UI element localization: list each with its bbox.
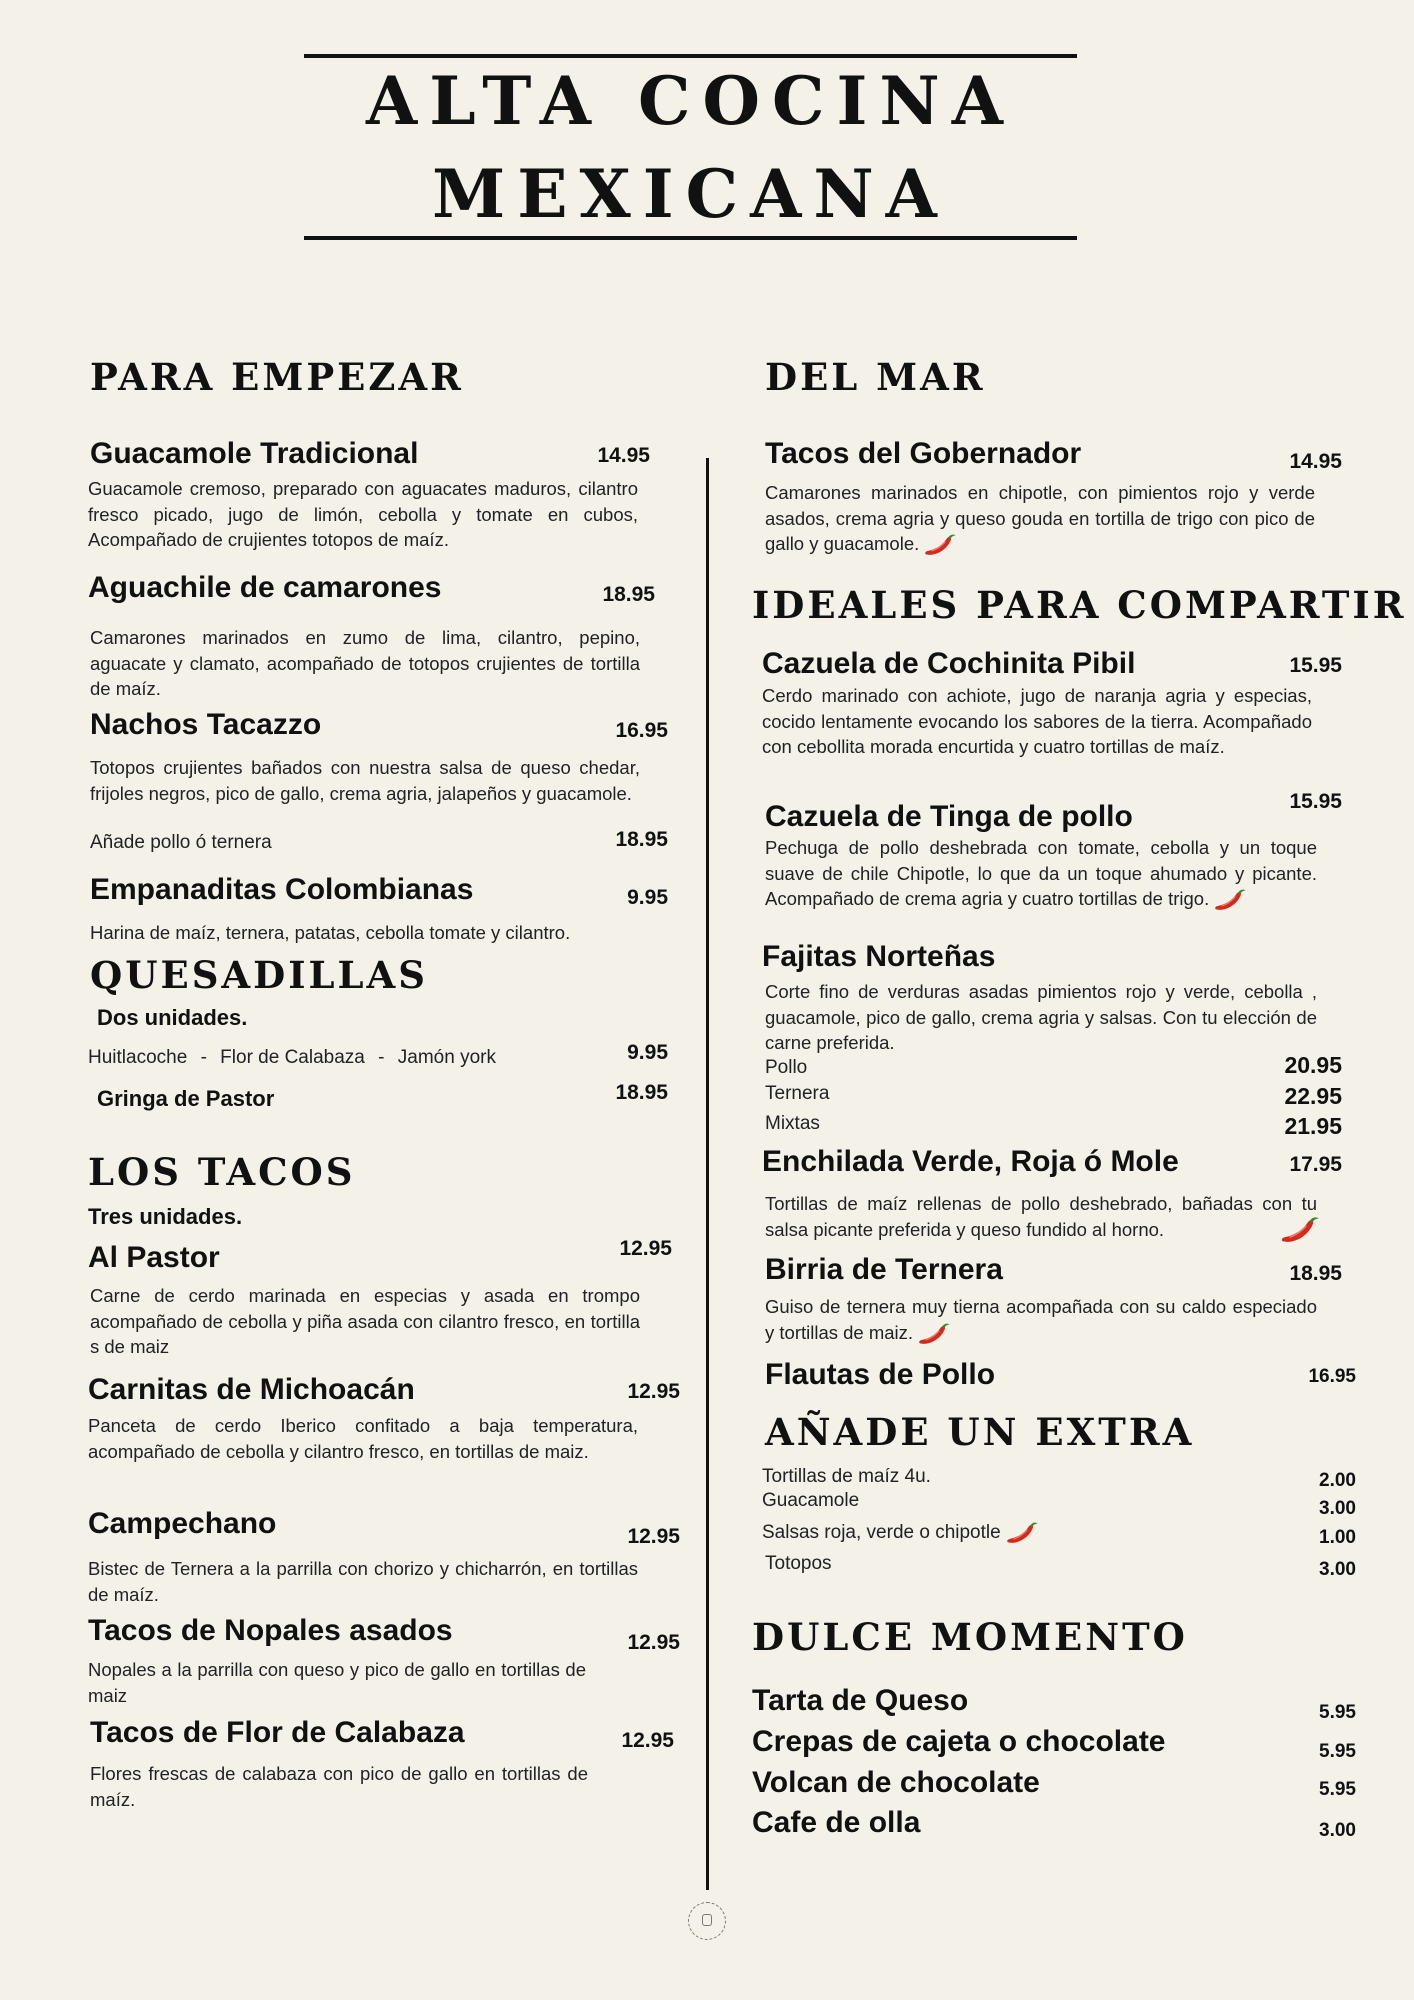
item-desc-tinga-text: Pechuga de pollo deshebrada con tomate, cebolla y un toque suave de chile Chipotle, lo que da un toque ahumado y picante. Acompañado de crema agria y cuatro tortillas de trigo.	[765, 837, 1317, 909]
logo-seal-icon	[688, 1902, 726, 1940]
quesadillas-options-price: 9.95	[627, 1041, 668, 1064]
title-rule-bottom	[304, 236, 1077, 240]
item-desc-campechano: Bistec de Ternera a la parrilla con chorizo y chicharrón, en tortillas de maíz.	[88, 1558, 638, 1605]
item-name-carnitas: Carnitas de Michoacán	[88, 1373, 415, 1406]
fajitas-option-ternera: Ternera	[765, 1083, 830, 1104]
item-desc-carnitas: Panceta de cerdo Iberico confitado a baja temperatura, acompañado de cebolla y cilantro fresco, en tortillas de maiz.	[88, 1415, 638, 1462]
section-heading-quesadillas: QUESADILLAS	[90, 953, 428, 997]
item-price-gringa: 18.95	[615, 1081, 668, 1104]
item-name-campechano: Campechano	[88, 1507, 277, 1540]
section-heading-del-mar: DEL MAR	[765, 355, 986, 399]
item-desc-birria	[765, 1294, 1317, 1347]
item-price-gobernador: 14.95	[1289, 450, 1342, 473]
item-desc-nopales: Nopales a la parrilla con queso y pico de gallo en tortillas de maiz	[88, 1659, 586, 1706]
title-rule-top	[304, 54, 1077, 58]
item-desc-tinga	[765, 835, 1317, 913]
item-price-al-pastor: 12.95	[619, 1237, 672, 1260]
item-name-guacamole: Guacamole Tradicional	[90, 437, 419, 470]
dessert-price-crepas: 5.95	[1319, 1741, 1356, 1762]
item-price-flor-calabaza: 12.95	[621, 1729, 674, 1752]
tacos-subtitle: Tres unidades.	[88, 1204, 243, 1229]
item-name-enchilada: Enchilada Verde, Roja ó Mole	[762, 1145, 1179, 1178]
item-name-flautas: Flautas de Pollo	[765, 1358, 996, 1391]
item-name-flor-calabaza: Tacos de Flor de Calabaza	[90, 1716, 465, 1749]
item-desc-nachos: Totopos crujientes bañados con nuestra salsa de queso chedar, frijoles negros, pico de gallo, crema agria, jalapeños y guacamole.	[90, 757, 640, 804]
item-name-gobernador: Tacos del Gobernador	[765, 437, 1082, 470]
quesadillas-options	[88, 1047, 496, 1069]
item-desc-fajitas: Corte fino de verduras asadas pimientos rojo y verde, cebolla , guacamole, pico de gallo, crema agria y salsas. Con tu elección de carne preferida.	[765, 981, 1317, 1053]
extra-price-totopos: 3.00	[1319, 1559, 1356, 1580]
dessert-name-volcan: Volcan de chocolate	[752, 1766, 1040, 1799]
quesadilla-separator: -	[200, 1047, 207, 1068]
menu-title-line-2: MEXICANA	[432, 155, 949, 233]
dessert-price-tarta: 5.95	[1319, 1702, 1356, 1723]
item-name-tinga: Cazuela de Tinga de pollo	[765, 800, 1133, 833]
section-heading-tacos: LOS TACOS	[88, 1150, 356, 1194]
extra-price-guacamole: 3.00	[1319, 1498, 1356, 1519]
quesadilla-option-huitlacoche: Huitlacoche	[88, 1047, 188, 1068]
item-desc-guacamole: Guacamole cremoso, preparado con aguacates maduros, cilantro fresco picado, jugo de limón, cebolla y tomate en cubos, Acompañado de crujientes totopos de maíz.	[88, 478, 638, 550]
column-divider	[706, 458, 709, 1890]
section-heading-ideales-para-compartir: IDEALES PARA COMPARTIR	[752, 583, 1407, 627]
chili-pepper-icon	[1005, 1520, 1041, 1546]
item-desc-aguachile: Camarones marinados en zumo de lima, cilantro, pepino, aguacate y clamato, acompañado de totopos crujientes de tortilla de maíz.	[90, 627, 640, 699]
item-desc-birria-text: Guiso de ternera muy tierna acompañada con su caldo especiado y tortillas de maiz.	[765, 1296, 1317, 1343]
dessert-price-cafe: 3.00	[1319, 1820, 1356, 1841]
dessert-price-volcan: 5.95	[1319, 1779, 1356, 1800]
item-price-carnitas: 12.95	[627, 1380, 680, 1403]
item-price-guacamole: 14.95	[597, 444, 650, 467]
dessert-name-tarta: Tarta de Queso	[752, 1684, 969, 1717]
item-desc-al-pastor: Carne de cerdo marinada en especias y asada en trompo acompañado de cebolla y piña asada con cilantro fresco, en tortilla s de maiz	[90, 1285, 640, 1357]
item-name-birria: Birria de Ternera	[765, 1253, 1003, 1286]
item-price-flautas: 16.95	[1308, 1366, 1356, 1387]
item-name-fajitas: Fajitas Norteñas	[762, 940, 996, 973]
extra-item-salsas	[762, 1520, 1041, 1546]
item-desc-enchilada: Tortillas de maíz rellenas de pollo deshebrado, bañadas con tu salsa picante preferida y queso fundido al horno.	[765, 1193, 1317, 1240]
item-name-aguachile: Aguachile de camarones	[88, 571, 442, 604]
fajitas-option-pollo-price: 20.95	[1284, 1052, 1342, 1078]
quesadilla-separator: -	[378, 1047, 385, 1068]
item-price-birria: 18.95	[1289, 1262, 1342, 1285]
item-name-empanaditas: Empanaditas Colombianas	[90, 873, 474, 906]
nachos-extra-label: Añade pollo ó ternera	[90, 832, 272, 853]
extra-item-tortillas: Tortillas de maíz 4u.	[762, 1466, 931, 1487]
quesadillas-subtitle: Dos unidades.	[97, 1005, 248, 1030]
item-price-empanaditas: 9.95	[627, 886, 668, 909]
quesadilla-option-jamon: Jamón york	[397, 1047, 496, 1068]
extra-item-salsas-label: Salsas roja, verde o chipotle	[762, 1522, 1001, 1544]
item-desc-cochinita: Cerdo marinado con achiote, jugo de naranja agria y especias, cocido lentamente evocando los sabores de la tierra. Acompañado con cebollita morada encurtida y cuatro tortillas de maíz.	[762, 685, 1312, 757]
item-desc-empanaditas: Harina de maíz, ternera, patatas, cebolla tomate y cilantro.	[90, 922, 571, 943]
chili-pepper-icon	[923, 532, 959, 558]
fajitas-option-mixtas: Mixtas	[765, 1113, 820, 1134]
section-heading-dulce-momento: DULCE MOMENTO	[752, 1615, 1188, 1659]
item-desc-flor-calabaza: Flores frescas de calabaza con pico de gallo en tortillas de maíz.	[90, 1763, 588, 1810]
menu-title-line-1: ALTA COCINA	[366, 62, 1015, 140]
item-name-nachos: Nachos Tacazzo	[90, 708, 322, 741]
dessert-name-cafe: Cafe de olla	[752, 1806, 921, 1839]
item-name-nopales: Tacos de Nopales asados	[88, 1614, 453, 1647]
extra-price-salsas: 1.00	[1319, 1527, 1356, 1548]
chili-pepper-icon	[1213, 887, 1249, 913]
section-heading-para-empezar: PARA EMPEZAR	[90, 355, 464, 399]
item-price-nachos: 16.95	[615, 719, 668, 742]
item-name-al-pastor: Al Pastor	[88, 1241, 220, 1274]
item-price-campechano: 12.95	[627, 1525, 680, 1548]
item-price-tinga: 15.95	[1289, 790, 1342, 813]
item-name-cochinita: Cazuela de Cochinita Pibil	[762, 647, 1136, 680]
fajitas-option-pollo: Pollo	[765, 1057, 808, 1078]
extra-price-tortillas: 2.00	[1319, 1470, 1356, 1491]
item-desc-gobernador-text: Camarones marinados en chipotle, con pimientos rojo y verde asados, crema agria y queso gouda en tortilla de trigo con pico de gallo y guacamole.	[765, 482, 1315, 554]
dessert-name-crepas: Crepas de cajeta o chocolate	[752, 1725, 1166, 1758]
nachos-extra-price: 18.95	[615, 828, 668, 851]
fajitas-option-mixtas-price: 21.95	[1284, 1113, 1342, 1139]
fajitas-option-ternera-price: 22.95	[1284, 1083, 1342, 1109]
item-desc-gobernador	[765, 480, 1315, 558]
item-price-aguachile: 18.95	[602, 583, 655, 606]
chili-pepper-icon	[1280, 1214, 1322, 1246]
extra-item-guacamole: Guacamole	[762, 1490, 860, 1511]
section-heading-anade-un-extra: AÑADE UN EXTRA	[765, 1410, 1195, 1454]
item-price-enchilada: 17.95	[1289, 1153, 1342, 1176]
item-price-cochinita: 15.95	[1289, 654, 1342, 677]
quesadilla-option-flor: Flor de Calabaza	[220, 1047, 365, 1068]
extra-item-totopos: Totopos	[765, 1553, 832, 1574]
item-name-gringa: Gringa de Pastor	[97, 1086, 275, 1111]
item-price-nopales: 12.95	[627, 1631, 680, 1654]
chili-pepper-icon	[917, 1321, 953, 1347]
